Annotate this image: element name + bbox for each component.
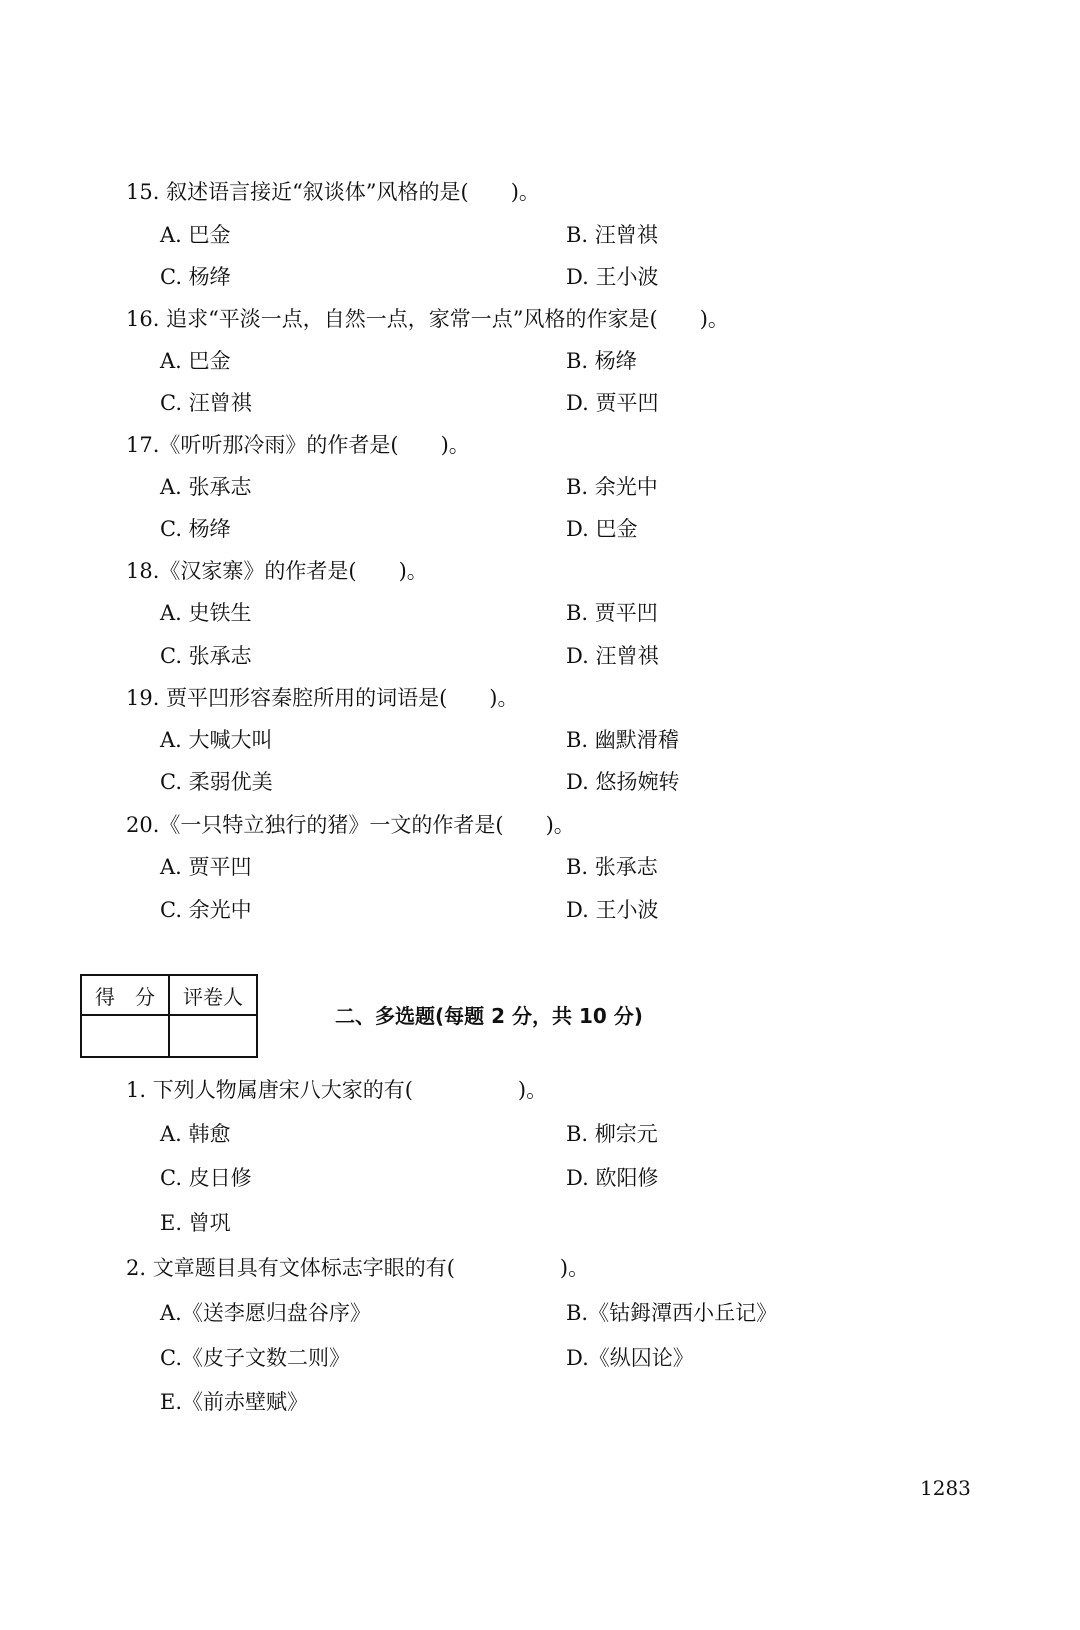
option-c: C. 杨绛	[160, 265, 231, 289]
option-d: D. 巴金	[566, 517, 638, 541]
question-stem: 17.《听听那冷雨》的作者是( )。	[126, 433, 470, 457]
question-stem: 18.《汉家寨》的作者是( )。	[126, 559, 428, 583]
option-a: A.《送李愿归盘谷序》	[160, 1301, 371, 1325]
option-d: D. 悠扬婉转	[566, 770, 680, 794]
option-e: E.《前赤壁赋》	[160, 1390, 309, 1414]
option-a: A. 大喊大叫	[160, 728, 273, 752]
option-a: A. 韩愈	[160, 1122, 231, 1146]
option-d: D. 欧阳修	[566, 1166, 659, 1190]
option-b: B. 汪曾祺	[566, 223, 658, 247]
option-b: B. 张承志	[566, 855, 658, 879]
option-a: A. 巴金	[160, 349, 231, 373]
option-c: C. 皮日修	[160, 1166, 252, 1190]
score-table	[80, 974, 258, 1058]
option-d: D. 王小波	[566, 898, 659, 922]
question-stem: 19. 贾平凹形容秦腔所用的词语是( )。	[126, 686, 519, 710]
option-a: A. 贾平凹	[160, 855, 252, 879]
option-c: C. 柔弱优美	[160, 770, 273, 794]
option-a: A. 巴金	[160, 223, 231, 247]
option-a: A. 张承志	[160, 475, 252, 499]
option-b: B. 贾平凹	[566, 601, 658, 625]
option-c: C. 汪曾祺	[160, 391, 252, 415]
question-stem: 16. 追求“平淡一点，自然一点，家常一点”风格的作家是( )。	[126, 307, 729, 331]
page-number: 1283	[920, 1476, 971, 1500]
score-cell	[81, 1015, 169, 1057]
option-d: D.《纵囚论》	[566, 1346, 694, 1370]
grader-cell	[169, 1015, 257, 1057]
option-b: B. 余光中	[566, 475, 658, 499]
option-d: D. 汪曾祺	[566, 644, 659, 668]
score-label: 得 分	[81, 975, 169, 1015]
option-e: E. 曾巩	[160, 1211, 231, 1235]
option-d: D. 贾平凹	[566, 391, 659, 415]
question-stem: 15. 叙述语言接近“叙谈体”风格的是( )。	[126, 180, 540, 204]
option-a: A. 史铁生	[160, 601, 252, 625]
option-c: C. 余光中	[160, 898, 252, 922]
section-title: 二、多选题(每题 2 分，共 10 分)	[335, 1004, 643, 1028]
option-c: C. 张承志	[160, 644, 252, 668]
option-b: B.《钴鉧潭西小丘记》	[566, 1301, 778, 1325]
question-stem: 1. 下列人物属唐宋八大家的有( )。	[126, 1078, 548, 1102]
option-b: B. 柳宗元	[566, 1122, 658, 1146]
grader-label: 评卷人	[169, 975, 257, 1015]
option-c: C.《皮子文数二则》	[160, 1346, 350, 1370]
option-d: D. 王小波	[566, 265, 659, 289]
option-b: B. 杨绛	[566, 349, 637, 373]
question-stem: 20.《一只特立独行的猪》一文的作者是( )。	[126, 813, 575, 837]
option-c: C. 杨绛	[160, 517, 231, 541]
question-stem: 2. 文章题目具有文体标志字眼的有( )。	[126, 1256, 590, 1280]
option-b: B. 幽默滑稽	[566, 728, 679, 752]
